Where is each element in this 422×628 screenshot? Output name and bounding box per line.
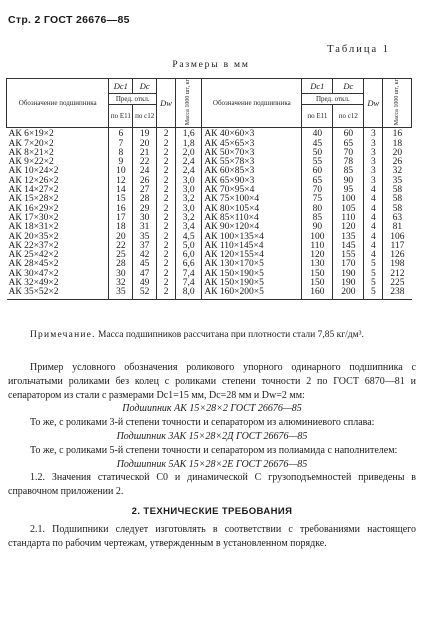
example-designation-3: Подшипник 5АК 15×28×2Е ГОСТ 26676—85 [116, 458, 308, 470]
table-row [7, 128, 412, 140]
dimensions-table [6, 78, 412, 300]
table-cell: 212 [383, 270, 412, 279]
table-cell: 45 [302, 140, 333, 149]
tol-header-right: Пред. откл. [302, 93, 364, 104]
table-cell: 2 [157, 177, 176, 186]
table-cell: 22 [133, 158, 157, 167]
section-title: 2. ТЕХНИЧЕСКИЕ ТРЕБОВАНИЯ [131, 505, 293, 517]
table-cell: 24 [133, 167, 157, 176]
table-cell: 1,6 [176, 128, 202, 140]
table-cell: АК 85×110×4 [202, 214, 302, 223]
table-cell: 155 [333, 251, 364, 260]
col-d-left: Dc1 [109, 79, 133, 94]
table-cell: АК 18×31×2 [8, 222, 59, 233]
table-cell: 78 [333, 158, 364, 167]
table-cell: 60 [333, 128, 364, 140]
table-cell: 3 [364, 167, 383, 176]
main-text [8, 361, 416, 550]
table-cell: 5 [364, 260, 383, 269]
table-cell: 65 [333, 140, 364, 149]
table-note [8, 329, 414, 342]
table-cell: 3,4 [176, 223, 202, 232]
table-cell: 37 [133, 242, 157, 251]
table-cell: АК 70×95×4 [202, 186, 302, 195]
table-cell: 35 [383, 177, 412, 186]
dimensions-table-body [7, 128, 412, 299]
table-cell: 47 [133, 270, 157, 279]
table-cell: 65 [302, 177, 333, 186]
table-row [7, 288, 412, 299]
table-cell: 26 [133, 177, 157, 186]
tol-D-left: по c12 [133, 104, 157, 128]
table-cell: 6,6 [176, 260, 202, 269]
table-cell: 2,4 [176, 158, 202, 167]
table-cell: 20 [109, 233, 133, 242]
table-cell: АК 20×35×2 [8, 231, 59, 242]
col-dw-right: Dw [364, 79, 383, 128]
table-cell: 3,2 [176, 195, 202, 204]
table-cell: 238 [383, 288, 412, 299]
col-D-left: Dc [133, 79, 157, 94]
table-cell: 58 [383, 186, 412, 195]
table-cell: 4 [364, 186, 383, 195]
table-cell: 3,0 [176, 177, 202, 186]
table-cell: АК 32×49×2 [8, 277, 59, 288]
table-cell: 117 [383, 242, 412, 251]
table-cell: 2,4 [176, 167, 202, 176]
table-cell: 4 [364, 205, 383, 214]
table-cell: АК 90×120×4 [202, 223, 302, 232]
table-cell: 5 [364, 279, 383, 288]
table-cell: 2 [157, 288, 176, 299]
table-cell: 55 [302, 158, 333, 167]
table-cell: АК 25×42×2 [8, 250, 59, 261]
table-cell: 200 [333, 288, 364, 299]
table-cell: АК 9×22×2 [8, 157, 54, 168]
table-cell: АК 150×190×5 [202, 270, 302, 279]
table-cell: 4 [364, 223, 383, 232]
table-cell: 52 [133, 288, 157, 299]
table-cell: АК 6×19×2 [8, 129, 54, 140]
table-cell: 2 [157, 233, 176, 242]
table-cell: 2 [157, 242, 176, 251]
table-cell: 5 [364, 288, 383, 299]
table-cell: АК 150×190×5 [202, 279, 302, 288]
table-cell: 160 [302, 288, 333, 299]
table-cell: 19 [133, 128, 157, 140]
table-cell: 3,2 [176, 214, 202, 223]
table-cell: 58 [383, 205, 412, 214]
table-cell: 70 [302, 186, 333, 195]
table-cell: 6,0 [176, 251, 202, 260]
table-cell: 75 [302, 195, 333, 204]
col-d-right: Dc1 [302, 79, 333, 94]
example-3-intro: То же, с роликами 5-й степени точности и сепаратором из полиамида с наполнителем: [30, 444, 398, 456]
table-cell: 27 [133, 186, 157, 195]
table-cell: 5 [364, 270, 383, 279]
table-cell: 80 [302, 205, 333, 214]
table-cell: АК 12×26×2 [8, 175, 59, 186]
table-cell: 16 [109, 205, 133, 214]
table-cell: 3 [364, 158, 383, 167]
tol-d-left: по E11 [109, 104, 133, 128]
table-cell: АК 80×105×4 [202, 205, 302, 214]
note-label: Примечание. [30, 330, 96, 340]
table-cell: 225 [383, 279, 412, 288]
table-cell: 170 [333, 260, 364, 269]
col-D-right: Dc [333, 79, 364, 94]
table-cell: 4 [364, 242, 383, 251]
table-cell: 28 [133, 195, 157, 204]
table-cell: 2 [157, 195, 176, 204]
table-cell: 2,0 [176, 149, 202, 158]
table-cell: 85 [302, 214, 333, 223]
tol-D-right: по c12 [333, 104, 364, 128]
table-cell: 85 [333, 167, 364, 176]
table-cell: 190 [333, 279, 364, 288]
table-cell: 3,0 [176, 186, 202, 195]
table-cell: 95 [333, 186, 364, 195]
table-cell: 145 [333, 242, 364, 251]
page-header: Стр. 2 ГОСТ 26676—85 [8, 14, 130, 26]
table-cell: 105 [333, 205, 364, 214]
table-cell: 18 [383, 140, 412, 149]
example-intro-paragraph: Пример условного обозначения роликового упорного одинарного подшипника с игольчатыми роликами без колец с роликами степени точности 2 по ГОСТ 6870—81 и сепаратором из стали с размерами Dc1=15 мм, Dc=28 мм и Dw=2 мм: [8, 362, 416, 401]
table-cell: 150 [302, 279, 333, 288]
table-cell: 106 [383, 233, 412, 242]
table-cell: 35 [133, 233, 157, 242]
table-cell: 28 [109, 260, 133, 269]
table-cell: 20 [133, 140, 157, 149]
table-cell: 58 [383, 195, 412, 204]
table-units: Размеры в мм [172, 60, 250, 70]
table-cell: АК 22×37×2 [8, 240, 59, 251]
table-cell: 2 [157, 186, 176, 195]
table-cell: АК 120×155×4 [202, 251, 302, 260]
table-cell: 4 [364, 195, 383, 204]
table-cell: АК 14×27×2 [8, 185, 59, 196]
table-cell: 100 [302, 233, 333, 242]
table-cell: 49 [133, 279, 157, 288]
table-cell: 12 [109, 177, 133, 186]
table-cell: 81 [383, 223, 412, 232]
table-cell: 2 [157, 223, 176, 232]
table-cell: АК 30×47×2 [8, 268, 59, 279]
table-cell: 2 [157, 205, 176, 214]
table-cell: АК 50×70×3 [202, 149, 302, 158]
table-cell: 4 [364, 233, 383, 242]
table-cell: АК 75×100×4 [202, 195, 302, 204]
table-cell: 18 [109, 223, 133, 232]
table-cell: 30 [133, 214, 157, 223]
table-cell: 32 [383, 167, 412, 176]
example-designation-2: Подшипник 3АК 15×28×2Д ГОСТ 26676—85 [116, 430, 308, 442]
example-designation-1: Подшипник АК 15×28×2 ГОСТ 26676—85 [122, 403, 302, 415]
table-cell: 3 [364, 128, 383, 140]
table-cell: 21 [133, 149, 157, 158]
table-cell: 8,0 [176, 288, 202, 299]
table-cell: АК 28×45×2 [8, 259, 59, 270]
table-cell: 30 [109, 270, 133, 279]
table-cell: АК 10×24×2 [8, 166, 59, 177]
table-cell: 25 [109, 251, 133, 260]
table-cell: 40 [302, 128, 333, 140]
table-cell: 42 [133, 251, 157, 260]
col-mass-right: Масса 1000 шт, кг [383, 79, 412, 128]
table-cell: АК 7×20×2 [8, 138, 54, 149]
col-dw-left: Dw [157, 79, 176, 128]
table-cell: 3,0 [176, 205, 202, 214]
paragraph-2-1: 2.1. Подшипники следует изготовлять в соответствии с требованиями настоящего стандарта по рабочим чертежам, утвержденным в установленном порядке. [8, 523, 416, 549]
table-cell: АК 100×135×4 [202, 233, 302, 242]
table-cell: 16 [383, 128, 412, 140]
table-cell: 20 [383, 149, 412, 158]
table-cell: АК 16×29×2 [8, 203, 59, 214]
table-cell: 7 [109, 140, 133, 149]
table-cell: 7,4 [176, 279, 202, 288]
example-2-intro: То же, с роликами 3-й степени точности и сепаратором из алюминиевого сплава: [30, 417, 375, 429]
table-cell: АК 160×200×5 [202, 288, 302, 299]
table-cell: 120 [302, 251, 333, 260]
table-cell: 2 [157, 270, 176, 279]
table-cell: 45 [133, 260, 157, 269]
table-cell: 2 [157, 128, 176, 140]
table-cell: 90 [333, 177, 364, 186]
table-cell: АК 8×21×2 [8, 147, 54, 158]
table-cell: 4 [364, 251, 383, 260]
table-cell: 3 [364, 140, 383, 149]
table-cell: 9 [109, 158, 133, 167]
table-cell: АК 130×170×5 [202, 260, 302, 269]
table-cell: 8 [109, 149, 133, 158]
table-cell: 5,0 [176, 242, 202, 251]
table-cell: 14 [109, 186, 133, 195]
table-cell: 2 [157, 214, 176, 223]
table-cell: АК 110×145×4 [202, 242, 302, 251]
table-cell: 130 [302, 260, 333, 269]
table-cell: 3 [364, 149, 383, 158]
table-cell: 135 [333, 233, 364, 242]
table-cell: АК 55×78×3 [202, 158, 302, 167]
table-cell: 10 [109, 167, 133, 176]
table-cell: АК 17×30×2 [8, 212, 59, 223]
table-cell: 150 [302, 270, 333, 279]
table-cell: АК 65×90×3 [202, 177, 302, 186]
col-designation-left: Обозначение подшипника [7, 79, 109, 128]
table-cell: 110 [333, 214, 364, 223]
table-cell: 63 [383, 214, 412, 223]
table-cell: 4 [364, 214, 383, 223]
tol-header-left: Пред. откл. [109, 93, 157, 104]
table-cell: 2 [157, 158, 176, 167]
paragraph-1-2: 1.2. Значения статической C0 и динамической C грузоподъемностей приведены в справочном приложении 2. [8, 472, 416, 498]
table-cell: 50 [302, 149, 333, 158]
table-cell: 32 [109, 279, 133, 288]
table-cell: АК 60×85×3 [202, 167, 302, 176]
table-cell: 22 [109, 242, 133, 251]
table-cell: 110 [302, 242, 333, 251]
table-cell: АК 15×28×2 [8, 194, 59, 205]
table-cell: 31 [133, 223, 157, 232]
table-cell: 7,4 [176, 270, 202, 279]
table-cell: 126 [383, 251, 412, 260]
table-cell: 60 [302, 167, 333, 176]
col-mass-left: Масса 1000 шт, кг [176, 79, 202, 128]
table-cell: 190 [333, 270, 364, 279]
table-cell: АК 35×52×2 [7, 288, 109, 299]
tol-d-right: по E11 [302, 104, 333, 128]
table-cell: 2 [157, 260, 176, 269]
note-text: Масса подшипников рассчитана при плотности стали 7,85 кг/дм³. [95, 330, 364, 340]
table-cell: 2 [157, 167, 176, 176]
table-cell: 29 [133, 205, 157, 214]
table-cell: 17 [109, 214, 133, 223]
table-cell: АК 40×60×3 [202, 128, 302, 140]
table-number: Таблица 1 [327, 44, 390, 55]
col-designation-right: Обозначение подшипника [202, 79, 302, 128]
table-cell: 90 [302, 223, 333, 232]
table-cell: 120 [333, 223, 364, 232]
table-cell: 2 [157, 149, 176, 158]
table-cell: 2 [157, 251, 176, 260]
table-cell: 35 [109, 288, 133, 299]
table-cell: 6 [109, 128, 133, 140]
table-cell: 198 [383, 260, 412, 269]
table-cell: 2 [157, 140, 176, 149]
table-cell: 100 [333, 195, 364, 204]
table-cell: 2 [157, 279, 176, 288]
table-cell: АК 45×65×3 [202, 140, 302, 149]
table-cell: 4,5 [176, 233, 202, 242]
table-cell: 3 [364, 177, 383, 186]
table-cell: 1,8 [176, 140, 202, 149]
table-cell: 70 [333, 149, 364, 158]
table-cell: 26 [383, 158, 412, 167]
table-cell: 15 [109, 195, 133, 204]
